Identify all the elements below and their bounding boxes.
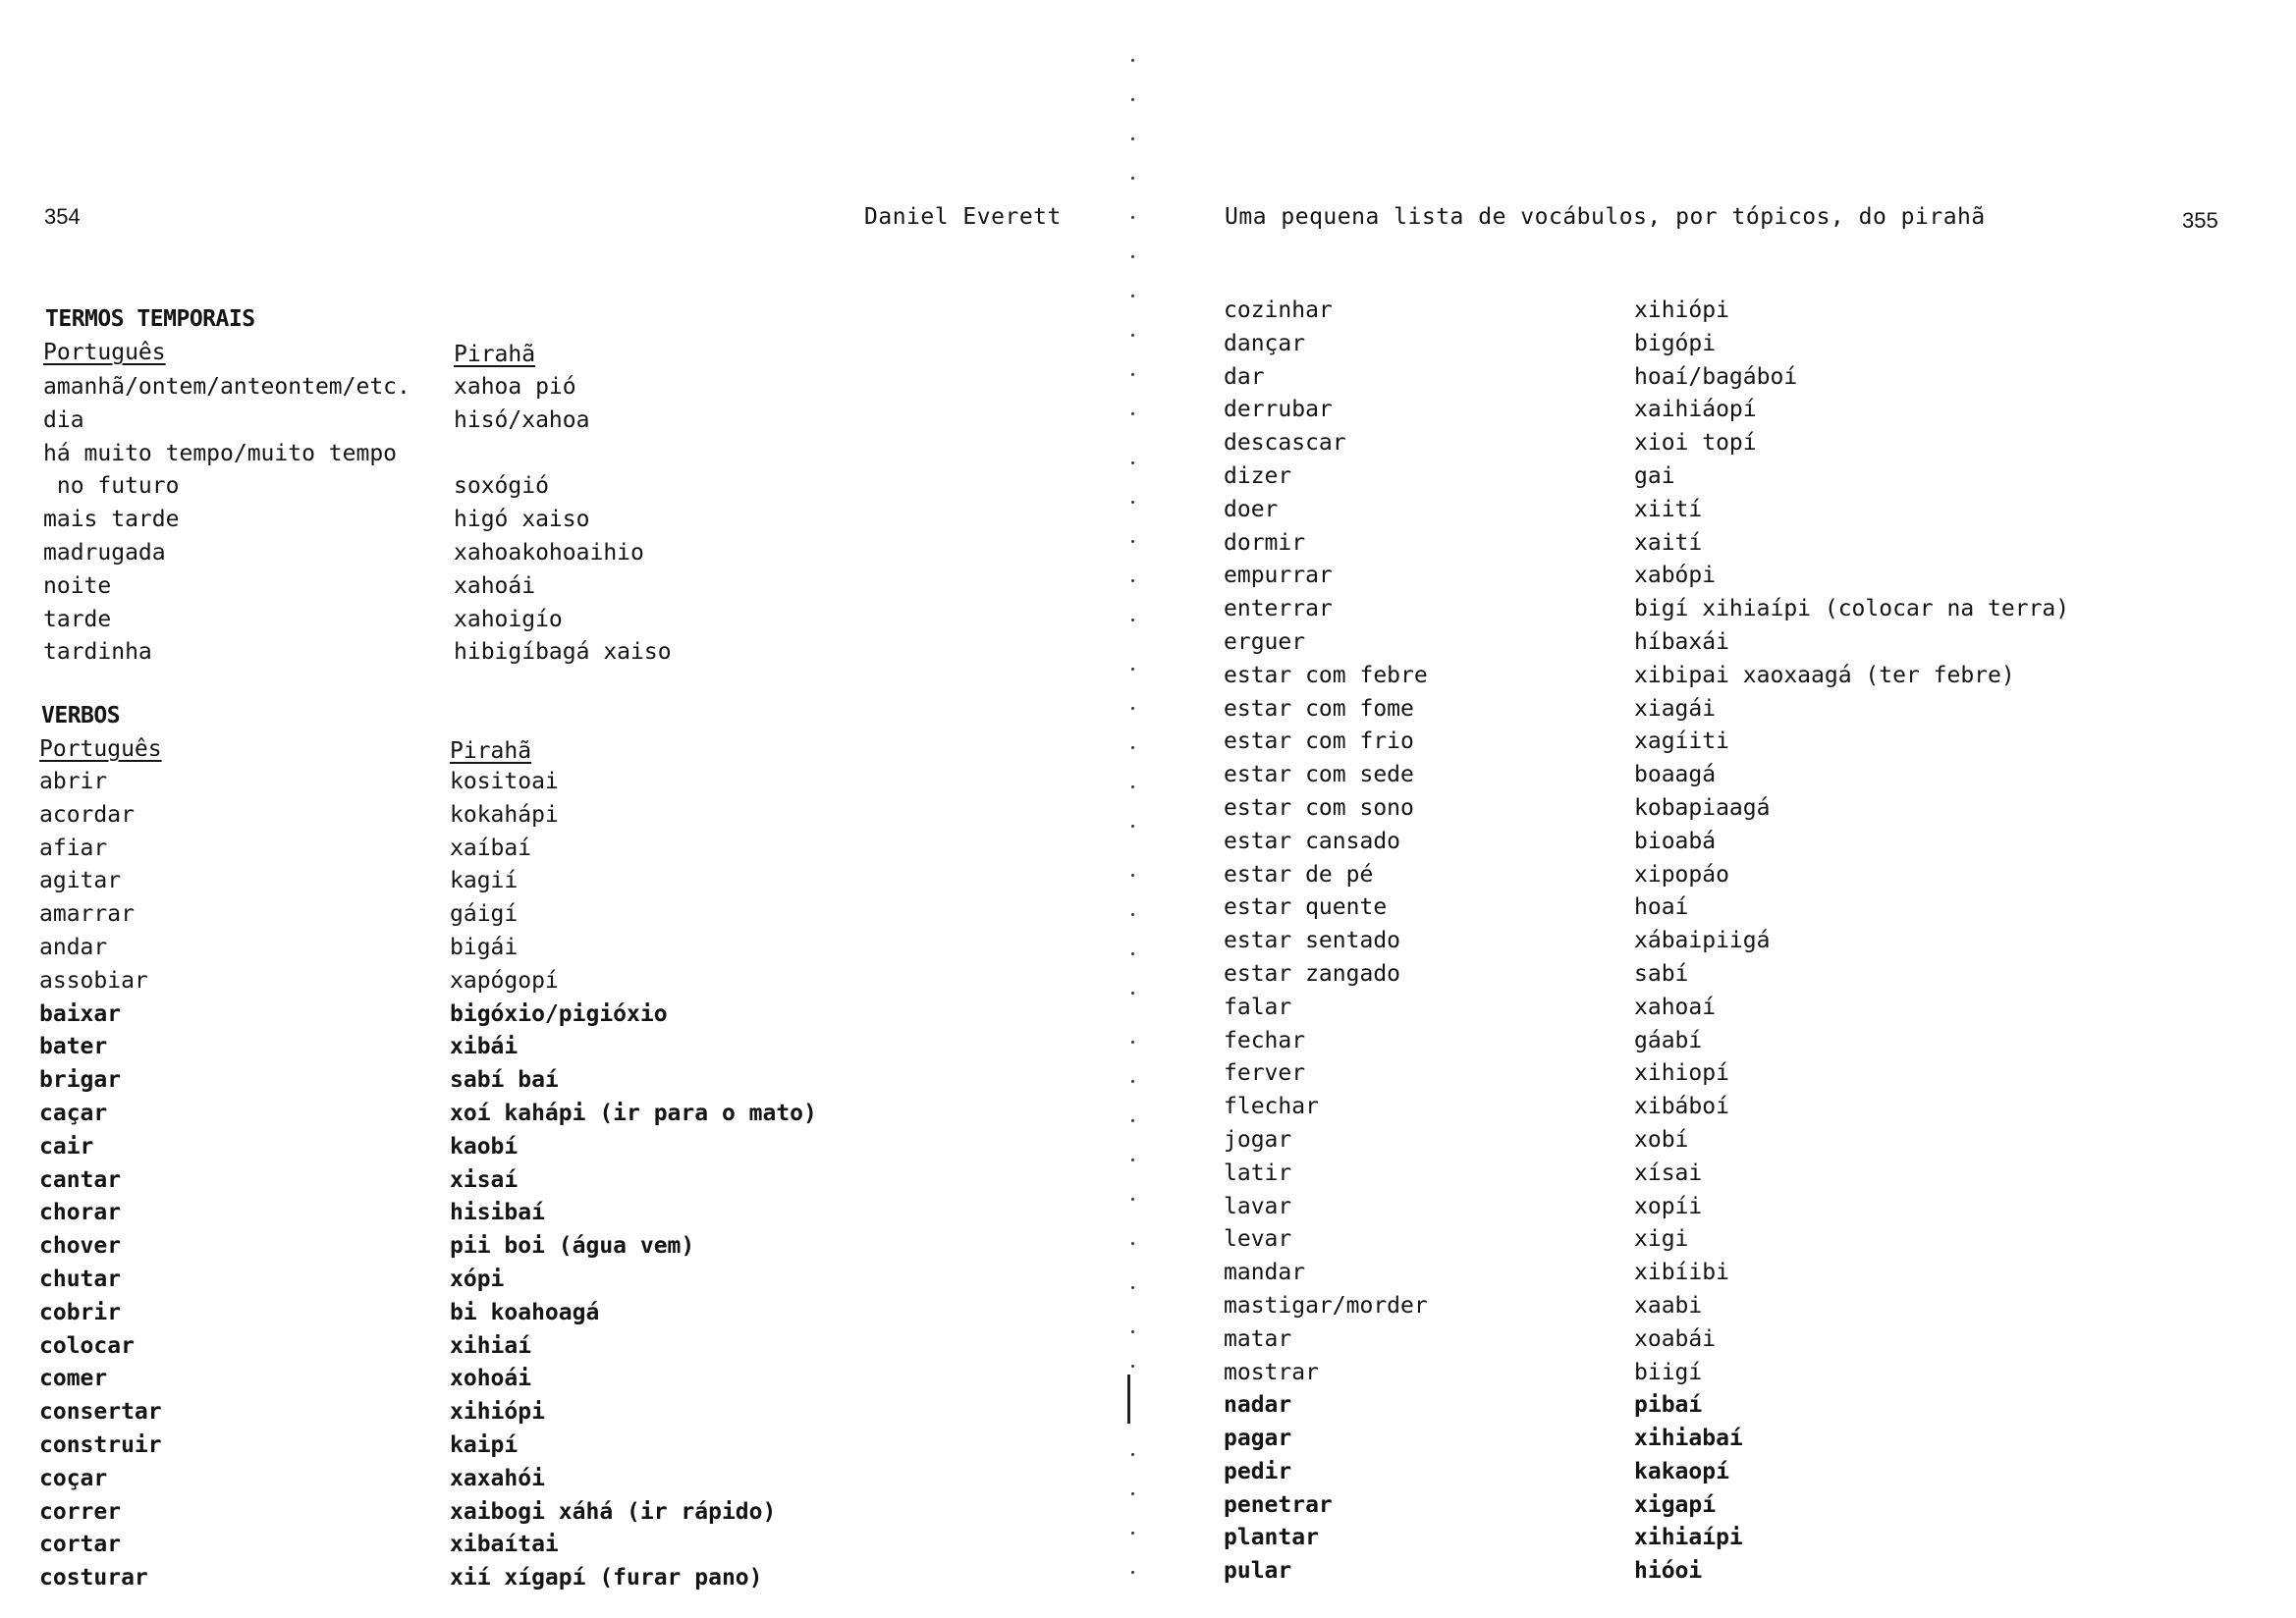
portuguese-term: pedir [1224, 1458, 1292, 1484]
list-item [1224, 693, 2284, 727]
vocabulary-list [39, 766, 1100, 1595]
piraha-term: xihiópi [450, 1399, 545, 1426]
list-item [1224, 1191, 2284, 1224]
piraha-term: xopíi [1634, 1193, 1703, 1219]
portuguese-term: estar de pé [1224, 861, 1374, 888]
piraha-term: híbaxái [1634, 628, 1729, 655]
list-item [1224, 460, 2284, 494]
piraha-term: gai [1634, 462, 1675, 489]
piraha-term: kobapiaagá [1634, 794, 1771, 821]
piraha-term: xaxahói [450, 1465, 545, 1491]
column-header-portuguese: Português [39, 736, 162, 762]
piraha-term: kagií [450, 868, 519, 894]
piraha-term: xahoakohoaihio [454, 539, 644, 566]
portuguese-term: penetrar [1224, 1491, 1333, 1518]
piraha-term: gáabí [1634, 1027, 1703, 1053]
portuguese-term: amarrar [39, 901, 135, 928]
piraha-term: xihiaípi [1634, 1525, 1743, 1551]
portuguese-term: cobrir [39, 1299, 122, 1325]
piraha-term: pii boi (água vem) [450, 1233, 695, 1260]
piraha-term: kakaopí [1634, 1458, 1729, 1484]
piraha-term: bioabá [1634, 828, 1717, 854]
list-item [43, 438, 1104, 471]
list-item [39, 1529, 1100, 1562]
portuguese-term: enterrar [1224, 596, 1333, 622]
piraha-term: hoaí/bagáboí [1634, 363, 1798, 390]
portuguese-term: dizer [1224, 462, 1292, 489]
list-item [1224, 1489, 2284, 1523]
portuguese-term: estar com sono [1224, 794, 1414, 821]
portuguese-term: descascar [1224, 430, 1346, 457]
list-item [1224, 992, 2284, 1025]
portuguese-term: andar [39, 934, 108, 960]
piraha-term: xihiópi [1634, 297, 1729, 323]
list-item [1224, 328, 2284, 361]
piraha-term: gáigí [450, 901, 519, 928]
vocabulary-list [43, 371, 1104, 670]
portuguese-term: construir [39, 1431, 162, 1458]
portuguese-term: dançar [1224, 330, 1306, 356]
piraha-term: xií xígapí (furar pano) [450, 1565, 763, 1591]
list-item [43, 636, 1104, 670]
portuguese-term: lavar [1224, 1193, 1292, 1219]
list-item [1224, 427, 2284, 460]
list-item [43, 371, 1104, 404]
list-item [39, 1264, 1100, 1297]
list-item [43, 537, 1104, 570]
list-item [1224, 1555, 2284, 1589]
piraha-term: xisaí [450, 1166, 519, 1193]
list-item [1224, 394, 2284, 427]
piraha-term: xaibogi xáhá (ir rápido) [450, 1498, 777, 1525]
piraha-term: kositoai [450, 769, 559, 794]
portuguese-term: dia [43, 406, 84, 433]
piraha-term: biigí [1634, 1359, 1703, 1385]
portuguese-term: madrugada [43, 539, 166, 566]
list-item [1224, 1522, 2284, 1555]
portuguese-term: flechar [1224, 1094, 1319, 1120]
list-item [1224, 859, 2284, 892]
portuguese-term: plantar [1224, 1525, 1319, 1551]
portuguese-term: nadar [1224, 1392, 1292, 1419]
portuguese-term: pular [1224, 1558, 1292, 1585]
list-item [39, 833, 1100, 866]
portuguese-term: estar com frio [1224, 728, 1414, 755]
list-item [1224, 560, 2284, 593]
portuguese-term: cantar [39, 1166, 122, 1193]
piraha-term: xapógopí [450, 967, 559, 994]
page-number: 355 [2182, 208, 2218, 233]
piraha-term: xópi [450, 1266, 505, 1292]
list-item [39, 898, 1100, 932]
portuguese-term: bater [39, 1034, 108, 1060]
portuguese-term: costurar [39, 1565, 148, 1591]
piraha-term: xoí kahápi (ir para o mato) [450, 1100, 817, 1126]
list-item [39, 1396, 1100, 1429]
portuguese-term: colocar [39, 1332, 135, 1359]
list-item [39, 1562, 1100, 1595]
list-item [39, 1330, 1100, 1364]
list-item [39, 1098, 1100, 1131]
column-header-portuguese: Português [43, 340, 166, 365]
list-item [1224, 361, 2284, 395]
list-item [39, 766, 1100, 799]
section-title: TERMOS TEMPORAIS [45, 306, 255, 332]
portuguese-term: chutar [39, 1266, 122, 1292]
portuguese-term: matar [1224, 1325, 1292, 1352]
piraha-term: xihiaí [450, 1332, 532, 1359]
list-item [1224, 1025, 2284, 1058]
portuguese-term: falar [1224, 994, 1292, 1020]
portuguese-term: latir [1224, 1160, 1292, 1186]
piraha-term: xahoaí [1634, 994, 1717, 1020]
piraha-term: xiagái [1634, 695, 1717, 722]
portuguese-term: há muito tempo/muito tempo [43, 440, 398, 466]
list-item [39, 1197, 1100, 1230]
piraha-term: xahoigío [454, 606, 563, 632]
vocabulary-list [1224, 295, 2284, 1589]
piraha-term: xihiopí [1634, 1060, 1729, 1087]
piraha-term: xoabái [1634, 1325, 1717, 1352]
running-head: Uma pequena lista de vocábulos, por tópicos, do pirahã [1225, 204, 1986, 230]
list-item [1224, 792, 2284, 826]
portuguese-term: dormir [1224, 529, 1306, 556]
list-item [1224, 726, 2284, 759]
portuguese-term: brigar [39, 1067, 122, 1094]
piraha-term: xabópi [1634, 563, 1717, 589]
piraha-term: sabí [1634, 960, 1689, 987]
list-item [1224, 1290, 2284, 1323]
list-item [39, 1031, 1100, 1064]
portuguese-term: chorar [39, 1200, 122, 1226]
piraha-term: xioi topí [1634, 430, 1757, 457]
piraha-term: xaabi [1634, 1292, 1703, 1319]
list-item [1224, 593, 2284, 626]
right-page [1178, 0, 2296, 1618]
list-item [39, 799, 1100, 833]
portuguese-term: caçar [39, 1100, 108, 1126]
portuguese-term: cair [39, 1133, 94, 1160]
portuguese-term: fechar [1224, 1027, 1306, 1053]
piraha-term: xaihiáopí [1634, 397, 1757, 423]
portuguese-term: amanhã/ontem/anteontem/etc. [43, 374, 410, 400]
portuguese-term: levar [1224, 1226, 1292, 1253]
list-item [1224, 1158, 2284, 1191]
list-item [39, 998, 1100, 1032]
list-item [39, 1496, 1100, 1530]
piraha-term: xagíiti [1634, 728, 1729, 755]
portuguese-term: correr [39, 1498, 122, 1525]
portuguese-term: derrubar [1224, 397, 1333, 423]
piraha-term: bigóxio/pigióxio [450, 1000, 668, 1027]
portuguese-term: pagar [1224, 1426, 1292, 1452]
portuguese-term: dar [1224, 363, 1265, 390]
section-title: VERBOS [41, 703, 121, 728]
piraha-term: higó xaiso [454, 507, 590, 533]
list-item [43, 504, 1104, 537]
piraha-term: xihiabaí [1634, 1426, 1743, 1452]
list-item [43, 604, 1104, 637]
list-item [1224, 527, 2284, 561]
portuguese-term: estar com fome [1224, 695, 1414, 722]
portuguese-term: doer [1224, 496, 1279, 522]
page-number: 354 [44, 204, 81, 229]
running-head: Daniel Everett [864, 204, 1062, 230]
list-item [1224, 1057, 2284, 1091]
piraha-term: xibaítai [450, 1532, 559, 1558]
piraha-term: xiití [1634, 496, 1703, 522]
portuguese-term: acordar [39, 801, 135, 828]
piraha-term: boaagá [1634, 762, 1717, 788]
list-item [39, 965, 1100, 998]
portuguese-term: estar quente [1224, 894, 1388, 921]
piraha-term: xibái [450, 1034, 519, 1060]
piraha-term: hoaí [1634, 894, 1689, 921]
list-item [1224, 1124, 2284, 1158]
portuguese-term: estar com febre [1224, 662, 1428, 688]
portuguese-term: mostrar [1224, 1359, 1319, 1385]
list-item [1224, 925, 2284, 958]
list-item [1224, 826, 2284, 859]
list-item [1224, 295, 2284, 328]
piraha-term: sabí baí [450, 1067, 559, 1094]
portuguese-term: mastigar/morder [1224, 1292, 1428, 1319]
portuguese-term: ferver [1224, 1060, 1306, 1087]
list-item [39, 1064, 1100, 1098]
piraha-term: xahoa pió [454, 374, 576, 400]
list-item [43, 404, 1104, 438]
portuguese-term: jogar [1224, 1126, 1292, 1153]
piraha-term: hibigíbagá xaiso [454, 639, 672, 666]
list-item [1224, 626, 2284, 660]
list-item [1224, 1257, 2284, 1290]
portuguese-term: noite [43, 572, 112, 599]
list-item [1224, 1357, 2284, 1390]
portuguese-term: estar com sede [1224, 762, 1414, 788]
piraha-term: hióoi [1634, 1558, 1703, 1585]
portuguese-term: coçar [39, 1465, 108, 1491]
piraha-term: xigapí [1634, 1491, 1717, 1518]
column-header-piraha: Pirahã [454, 342, 536, 367]
portuguese-term: chover [39, 1233, 122, 1260]
portuguese-term: estar sentado [1224, 928, 1401, 954]
list-item [1224, 759, 2284, 792]
list-item [1224, 891, 2284, 925]
list-item [1224, 1223, 2284, 1257]
list-item [1224, 1456, 2284, 1489]
list-item [1224, 494, 2284, 527]
list-item [39, 1230, 1100, 1264]
piraha-term: xaíbaí [450, 835, 532, 861]
piraha-term: xigi [1634, 1226, 1689, 1253]
piraha-term: xábaipiigá [1634, 928, 1771, 954]
list-item [1224, 1323, 2284, 1357]
portuguese-term: assobiar [39, 967, 148, 994]
portuguese-term: tarde [43, 606, 112, 632]
piraha-term: xibipai xaoxaagá (ter febre) [1634, 662, 2015, 688]
piraha-term: kokaһápi [450, 801, 559, 828]
portuguese-term: consertar [39, 1399, 162, 1426]
piraha-term: kaobí [450, 1133, 519, 1160]
piraha-term: xibíibi [1634, 1260, 1729, 1286]
list-item [39, 932, 1100, 965]
list-item [39, 1297, 1100, 1330]
list-item [39, 1363, 1100, 1396]
list-item [39, 1164, 1100, 1198]
piraha-term: xibáboí [1634, 1094, 1729, 1120]
list-item [1224, 1423, 2284, 1456]
portuguese-term: mandar [1224, 1260, 1306, 1286]
list-item [43, 470, 1104, 504]
portuguese-term: agitar [39, 868, 122, 894]
piraha-term: hisó/xahoa [454, 406, 590, 433]
portuguese-term: estar cansado [1224, 828, 1401, 854]
binding-gutter [1120, 39, 1149, 1610]
portuguese-term: no futuro [43, 473, 180, 500]
list-item [1224, 958, 2284, 992]
piraha-term: xobí [1634, 1126, 1689, 1153]
portuguese-term: cortar [39, 1532, 122, 1558]
portuguese-term: abrir [39, 769, 108, 794]
column-header-piraha: Pirahã [450, 738, 532, 764]
piraha-term: bigí xihiaípi (colocar na terra) [1634, 596, 2070, 622]
piraha-term: bigópi [1634, 330, 1717, 356]
portuguese-term: afiar [39, 835, 108, 861]
piraha-term: bigái [450, 934, 519, 960]
list-item [1224, 660, 2284, 693]
portuguese-term: estar zangado [1224, 960, 1401, 987]
piraha-term: xipopáo [1634, 861, 1729, 888]
piraha-term: xahoái [454, 572, 536, 599]
list-item [1224, 1091, 2284, 1124]
piraha-term: xísai [1634, 1160, 1703, 1186]
portuguese-term: comer [39, 1366, 108, 1392]
list-item [39, 1131, 1100, 1164]
piraha-term: hisibaí [450, 1200, 545, 1226]
left-page [0, 0, 1129, 1618]
piraha-term: bi koahoagá [450, 1299, 600, 1325]
list-item [39, 1429, 1100, 1463]
portuguese-term: cozinhar [1224, 297, 1333, 323]
piraha-term: kaipí [450, 1431, 519, 1458]
piraha-term: xaití [1634, 529, 1703, 556]
list-item [1224, 1389, 2284, 1423]
piraha-term: soxógió [454, 473, 549, 500]
piraha-term: xohoái [450, 1366, 532, 1392]
piraha-term: pibaí [1634, 1392, 1703, 1419]
list-item [39, 865, 1100, 898]
portuguese-term: tardinha [43, 639, 152, 666]
list-item [39, 1463, 1100, 1496]
list-item [43, 570, 1104, 604]
portuguese-term: baixar [39, 1000, 122, 1027]
portuguese-term: erguer [1224, 628, 1306, 655]
portuguese-term: empurrar [1224, 563, 1333, 589]
portuguese-term: mais tarde [43, 507, 180, 533]
